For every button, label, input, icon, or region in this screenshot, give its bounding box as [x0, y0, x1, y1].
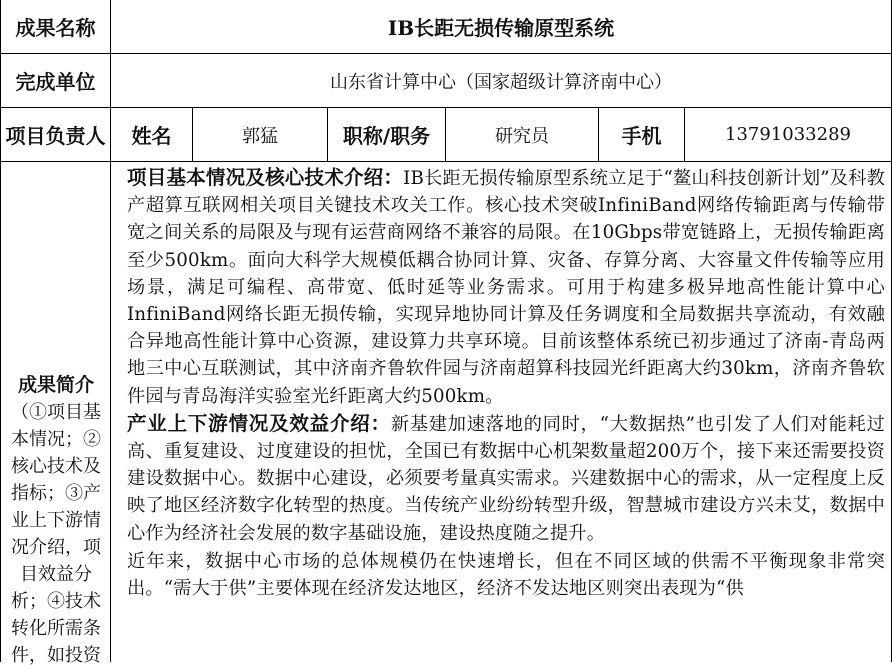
lead-label: 项目负责人 [0, 108, 111, 162]
section-text: IB长距无损传输原型系统立足于“鳌山科技创新计划”及科教产超算互联网相关项目关键技术攻关工作。核心技术突破InfiniBand网络传输距离与传输带宽之间关系的局限及与现有运营商网络不兼容的局限。在10Gbps带宽链路上，无损传输距离至少500km。面向大科学大规模低耦合协同计算、灾备、存算分离、大容量文件传输等应用场景，满足可编程、高带宽、低时延等业务需求。可用于构建多极异地高性能计算中心InfiniBand网络长距无损传输，实现异地协同计算及任务调度和全局数据共享流动，有效融合异地高性能计算中心资源，建设算力共享环境。目前该整体系统已初步通过了济南-青岛两地三中心互联测试，其中济南齐鲁软件园与济南超算科技园光纤距离大约30km，济南齐鲁软件园与青岛海洋实验室光纤距离大约500km。 [127, 168, 885, 407]
position-value: 研究员 [446, 108, 599, 162]
intro-paragraph [111, 547, 891, 602]
intro-label-cell [0, 162, 111, 666]
intro-label-desc: （①项目基本情况；②核心技术及指标；③产业上下游情况介绍，项目效益分析；④技术转化所需条件，如投资 [11, 402, 101, 666]
intro-paragraph [111, 164, 891, 410]
position-label: 职称/职务 [328, 108, 446, 162]
phone-value: 13791033289 [685, 108, 892, 162]
person-name-value: 郭猛 [193, 108, 328, 162]
intro-content-cell [111, 162, 892, 662]
intro-label-title: 成果简介 [17, 374, 94, 396]
section-heading: 产业上下游情况及效益介绍： [127, 411, 391, 435]
name-label: 成果名称 [0, 0, 111, 54]
section-text: 新基建加速落地的同时，“大数据热”也引发了人们对能耗过高、重复建设、过度建设的担忧，全国已有数据中心机架数量超200万个，接下来还需要投资建设数据中心。数据中心建设，必须要考量真实需求。兴建数据中心的需求，从一定程度上反映了地区经济数字化转型的热度。当传统产业纷纷转型升级，智慧城市建设方兴未艾，数据中心作为经济社会发展的数字基础设施，建设热度随之提升。 [127, 413, 885, 544]
section-text: 近年来，数据中心市场的总体规模仍在快速增长，但在不同区域的供需不平衡现象非常突出。“需大于供”主要体现在经济发达地区，经济不发达地区则突出表现为“供 [127, 550, 885, 600]
section-heading: 项目基本情况及核心技术介绍： [127, 166, 404, 189]
intro-paragraph [111, 410, 891, 547]
org-label: 完成单位 [0, 54, 111, 108]
org-value: 山东省计算中心（国家超级计算济南中心） [111, 54, 892, 108]
name-value: IB长距无损传输原型系统 [111, 0, 892, 54]
person-name-label: 姓名 [111, 108, 193, 162]
phone-label: 手机 [599, 108, 685, 162]
